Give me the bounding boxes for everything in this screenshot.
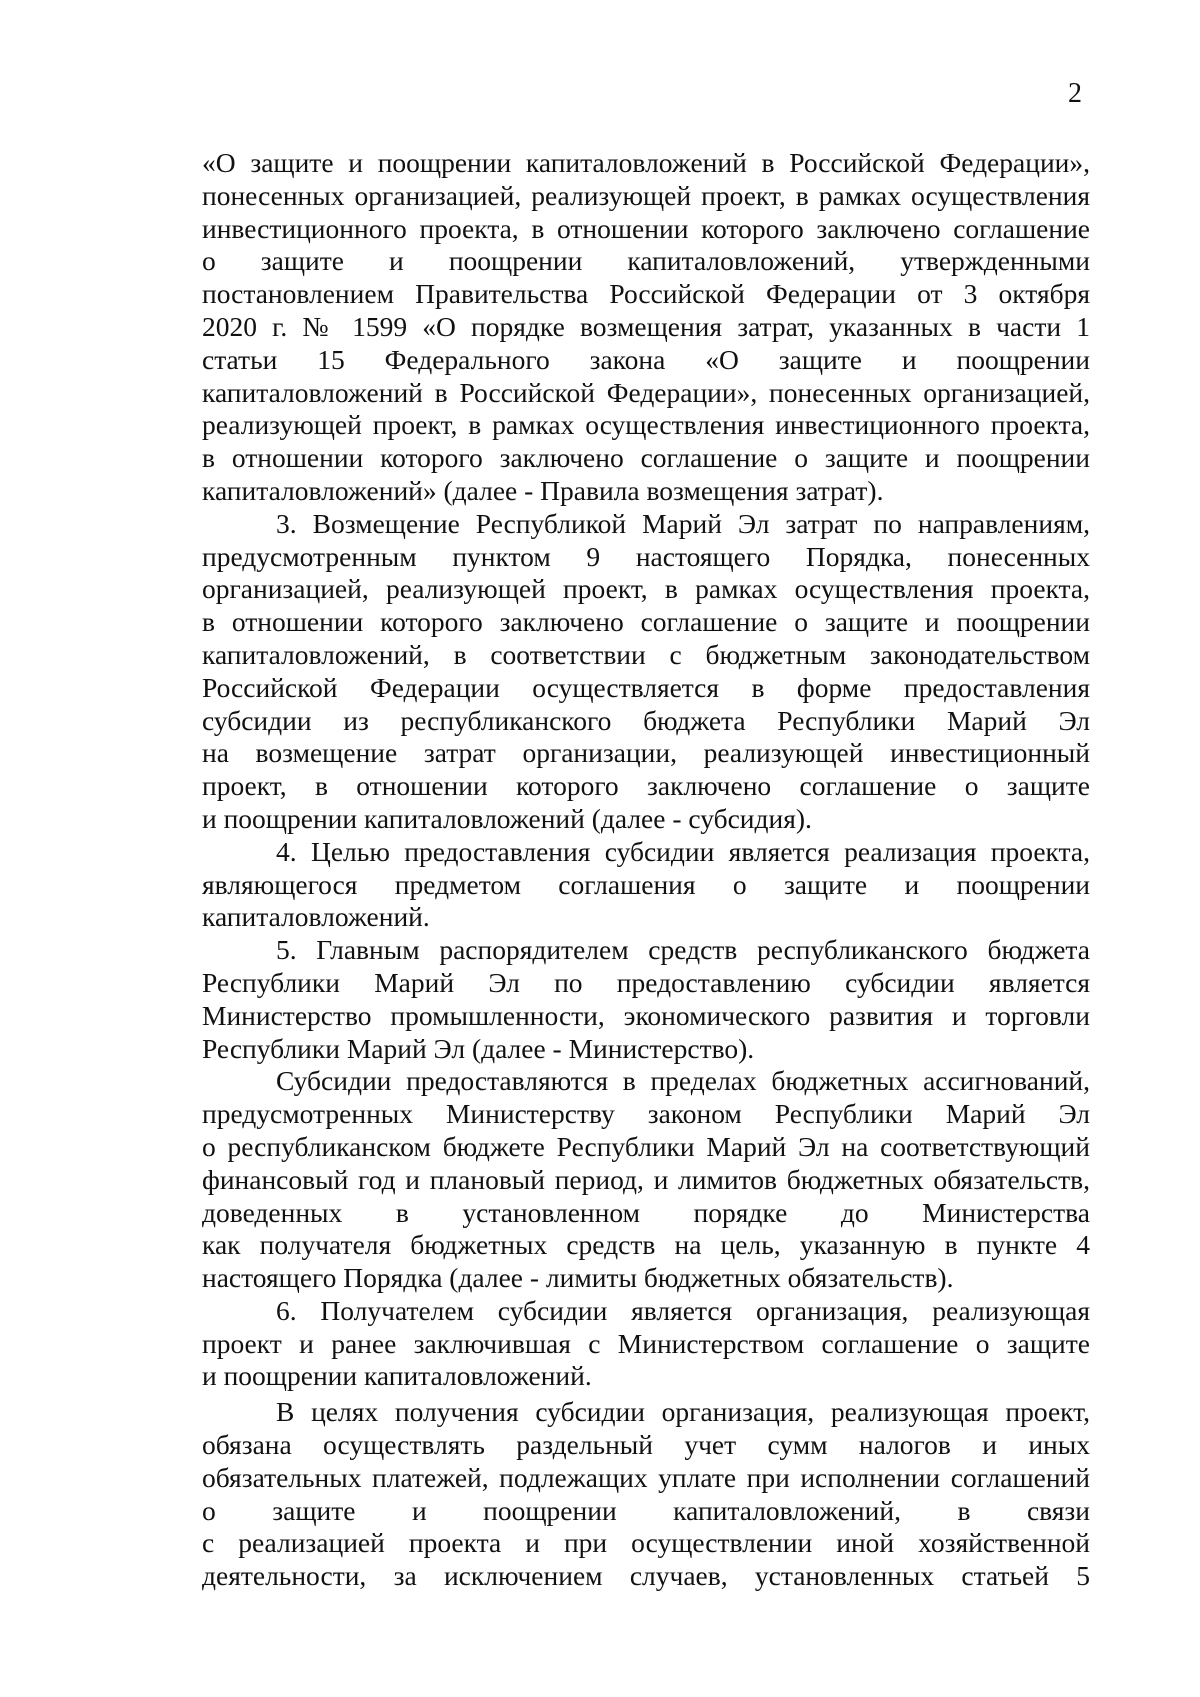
text-line: доведенных в установленном порядке до Министерства	[202, 1196, 1090, 1228]
document-body	[202, 147, 1090, 1593]
text-line: и поощрении капиталовложений.	[202, 1360, 592, 1392]
text-line: Российской Федерации осуществляется в форме предоставления	[202, 671, 1090, 703]
text-line: о защите и поощрении капиталовложений, в связи	[202, 1494, 1090, 1526]
text-line: являющегося предметом соглашения о защите и поощрении	[202, 868, 1090, 900]
text-line: постановлением Правительства Российской Федерации от 3 октября	[202, 278, 1090, 310]
text-line: статьи 15 Федерального закона «О защите и поощрении	[202, 343, 1090, 375]
text-line: Субсидии предоставляются в пределах бюджетных ассигнований,	[276, 1065, 1090, 1097]
text-line: на возмещение затрат организации, реализующей инвестиционный	[202, 737, 1090, 769]
text-line: реализующей проект, в рамках осуществления инвестиционного проекта,	[202, 409, 1090, 441]
text-line: финансовый год и плановый период, и лимитов бюджетных обязательств,	[202, 1163, 1090, 1195]
text-line: деятельности, за исключением случаев, установленных статьей 5	[202, 1560, 1090, 1592]
text-line: капиталовложений» (далее - Правила возмещения затрат).	[202, 474, 884, 506]
paragraph-4	[202, 836, 1090, 934]
text-line: 3. Возмещение Республикой Марий Эл затрат по направлениям,	[276, 507, 1090, 539]
text-line: Республики Марий Эл (далее - Министерство).	[202, 1032, 755, 1064]
text-line: в отношении которого заключено соглашение о защите и поощрении	[202, 606, 1090, 638]
text-line: обязана осуществлять раздельный учет сумм налогов и иных	[202, 1429, 1090, 1461]
text-line: 5. Главным распорядителем средств республиканского бюджета	[276, 934, 1090, 966]
text-line: капиталовложений.	[202, 901, 430, 933]
text-line: проект и ранее заключившая с Министерством соглашение о защите	[202, 1327, 1090, 1359]
text-line: и поощрении капиталовложений (далее - субсидия).	[202, 802, 812, 834]
text-line: о республиканском бюджете Республики Марий Эл на соответствующий	[202, 1130, 1090, 1162]
text-line: В целях получения субсидии организация, реализующая проект,	[276, 1396, 1090, 1428]
text-line: в отношении которого заключено соглашение о защите и поощрении	[202, 442, 1090, 474]
text-line: Республики Марий Эл по предоставлению субсидии является	[202, 966, 1090, 998]
text-line: капиталовложений, в соответствии с бюджетным законодательством	[202, 638, 1090, 670]
text-line: настоящего Порядка (далее - лимиты бюджетных обязательств).	[202, 1262, 954, 1294]
paragraph-5	[202, 934, 1090, 1065]
paragraph-3	[202, 508, 1090, 836]
text-line: инвестиционного проекта, в отношении которого заключено соглашение	[202, 212, 1090, 244]
text-line: «О защите и поощрении капиталовложений в Российской Федерации»,	[202, 147, 1090, 178]
text-line: организацией, реализующей проект, в рамках осуществления проекта,	[202, 573, 1090, 605]
text-line: 2020 г. № 1599 «О порядке возмещения затрат, указанных в части 1	[202, 310, 1090, 342]
text-line: 4. Целью предоставления субсидии является реализация проекта,	[276, 835, 1090, 867]
text-line: предусмотренных Министерству законом Республики Марий Эл	[202, 1098, 1090, 1130]
paragraph-6-accounting	[202, 1396, 1090, 1593]
text-line: проект, в отношении которого заключено соглашение о защите	[202, 770, 1090, 802]
text-line: 6. Получателем субсидии является организация, реализующая	[276, 1294, 1090, 1326]
text-line: субсидии из республиканского бюджета Республики Марий Эл	[202, 704, 1090, 736]
text-line: с реализацией проекта и при осуществлении иной хозяйственной	[202, 1527, 1090, 1559]
text-line: о защите и поощрении капиталовложений, утвержденными	[202, 245, 1090, 277]
text-line: Министерство промышленности, экономического развития и торговли	[202, 999, 1090, 1031]
paragraph-5-subsidies	[202, 1065, 1090, 1295]
paragraph-continued	[202, 147, 1090, 508]
text-line: предусмотренным пунктом 9 настоящего Порядка, понесенных	[202, 540, 1090, 572]
text-line: как получателя бюджетных средств на цель, указанную в пункте 4	[202, 1229, 1090, 1261]
text-line: капиталовложений в Российской Федерации», понесенных организацией,	[202, 376, 1090, 408]
paragraph-6	[202, 1295, 1090, 1393]
page-number: 2	[1068, 78, 1082, 109]
text-line: понесенных организацией, реализующей проект, в рамках осуществления	[202, 179, 1090, 211]
text-line: обязательных платежей, подлежащих уплате при исполнении соглашений	[202, 1461, 1090, 1493]
